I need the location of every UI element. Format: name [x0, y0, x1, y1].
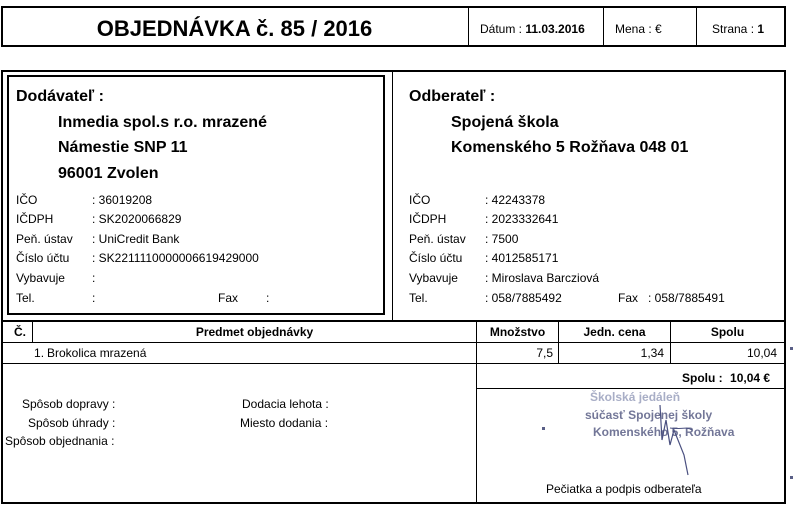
field-value: : SK2211110000006619429000 [92, 251, 259, 265]
field-value: : [92, 291, 96, 305]
customer-fax [618, 291, 725, 305]
field-label: IČO [16, 193, 38, 207]
row-number: 1. [34, 346, 45, 360]
field-label: IČDPH [409, 212, 447, 226]
customer-name: Spojená škola [451, 114, 559, 131]
row-total: 10,04 [746, 346, 777, 360]
customer-field-handler [409, 271, 599, 285]
field-label: Tel. [409, 291, 428, 305]
field-value: : [92, 271, 96, 285]
grand-total [682, 371, 770, 385]
date-value: 11.03.2016 [525, 22, 585, 36]
field-value: : UniCredit Bank [92, 232, 180, 246]
scan-dot-1 [542, 427, 545, 430]
field-value: : 42243378 [485, 193, 546, 207]
table-row [0, 346, 786, 362]
supplier-name: Inmedia spol.s r.o. mrazené [58, 114, 267, 131]
field-value: : Miroslava Barcziová [485, 271, 600, 285]
col-header-subject: Predmet objednávky [195, 325, 314, 339]
fax-value: : [266, 291, 270, 305]
col-header-total: Spolu [710, 325, 745, 339]
customer-field-account [409, 251, 558, 265]
currency-value: € [655, 22, 662, 36]
field-value: : 7500 [485, 232, 519, 246]
field-label: Peň. ústav [16, 232, 73, 246]
order-method-label: Spôsob objednania : [5, 434, 115, 448]
date-label: Dátum : [480, 22, 523, 36]
fax-value: : 058/7885491 [648, 291, 725, 305]
field-value: : 2023332641 [485, 212, 559, 226]
delivery-time-label: Dodacia lehota : [242, 397, 329, 411]
signature-caption: Pečiatka a podpis odberateľa [546, 482, 702, 496]
grand-total-value: 10,04 € [730, 371, 771, 385]
supplier-heading: Dodávateľ : [16, 88, 104, 105]
supplier-field-handler [16, 271, 95, 285]
signature-scribble [640, 400, 720, 480]
field-label: Vybavuje [16, 271, 65, 285]
payment-label: Spôsob úhrady : [28, 416, 116, 430]
document-title: OBJEDNÁVKA č. 85 / 2016 [96, 16, 373, 41]
field-value: : 058/7885492 [485, 291, 562, 305]
field-value: : SK2020066829 [92, 212, 182, 226]
col-header-no: Č. [14, 325, 26, 339]
field-label: Číslo účtu [16, 251, 70, 265]
supplier-fax [218, 291, 269, 305]
scan-dot-3 [790, 476, 793, 479]
stamp-line-1: Školská jedáleň [590, 390, 681, 404]
stamp-line-3: Komenského 5, Rožňava [593, 425, 735, 439]
fax-label: Fax [218, 291, 239, 305]
transport-label: Spôsob dopravy : [22, 397, 116, 411]
field-label: Peň. ústav [409, 232, 466, 246]
date-field [480, 22, 585, 36]
currency-label: Mena : [615, 22, 652, 36]
field-label: IČDPH [16, 212, 54, 226]
customer-heading: Odberateľ : [409, 88, 496, 105]
stamp-line-2: súčasť Spojenej školy [585, 408, 713, 422]
row-subject: Brokolica mrazená [47, 346, 147, 360]
supplier-field-icdph [16, 212, 181, 226]
supplier-street: Námestie SNP 11 [58, 139, 188, 156]
supplier-field-phone [16, 291, 95, 305]
currency-field [615, 22, 662, 36]
customer-address: Komenského 5 Rožňava 048 01 [451, 139, 689, 156]
page-label: Strana : [712, 22, 755, 36]
grand-total-label: Spolu : [682, 371, 723, 385]
field-label: IČO [409, 193, 431, 207]
customer-field-icdph [409, 212, 558, 226]
field-value: : 36019208 [92, 193, 153, 207]
scan-dot-2 [790, 347, 793, 350]
field-label: Tel. [16, 291, 35, 305]
supplier-field-bank [16, 232, 179, 246]
field-label: Vybavuje [409, 271, 458, 285]
row-qty: 7,5 [536, 346, 553, 360]
customer-field-phone [409, 291, 562, 305]
supplier-city: 96001 Zvolen [58, 165, 159, 182]
customer-field-bank [409, 232, 518, 246]
col-header-qty: Množstvo [489, 325, 546, 339]
field-label: Číslo účtu [409, 251, 463, 265]
fax-label: Fax [618, 291, 639, 305]
field-value: : 4012585171 [485, 251, 559, 265]
supplier-field-account [16, 251, 259, 265]
customer-field-ico [409, 193, 545, 207]
page-value: 1 [757, 22, 765, 36]
supplier-field-ico [16, 193, 152, 207]
row-unit-price: 1,34 [640, 346, 664, 360]
delivery-place-label: Miesto dodania : [240, 416, 329, 430]
page-field [712, 22, 764, 36]
col-header-unit-price: Jedn. cena [583, 325, 646, 339]
